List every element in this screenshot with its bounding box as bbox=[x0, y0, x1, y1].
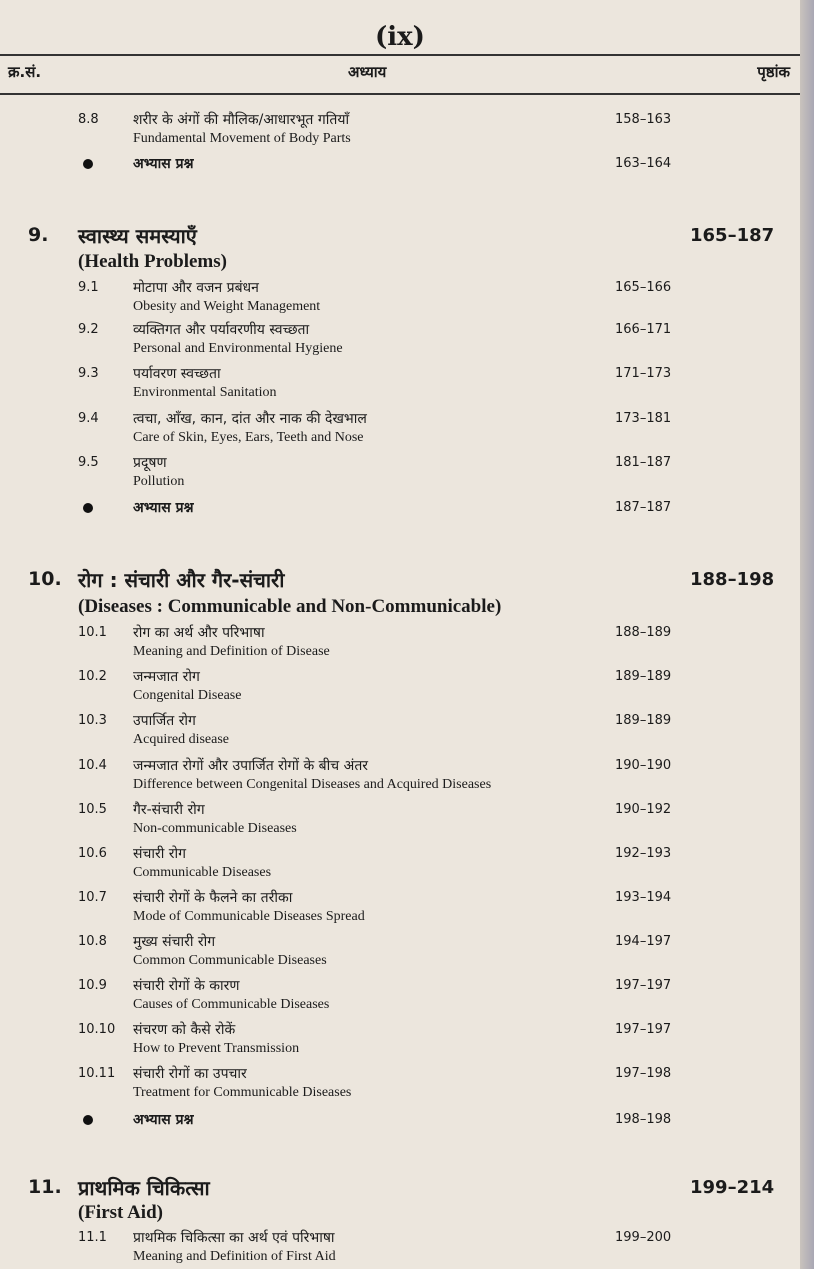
item-title-hindi: प्रदूषण bbox=[133, 455, 167, 471]
item-title-hindi: मुख्य संचारी रोग bbox=[133, 934, 216, 950]
item-number: 8.8 bbox=[78, 112, 99, 127]
item-pages: 163–164 bbox=[615, 156, 672, 171]
item-title-english: Congenital Disease bbox=[133, 688, 242, 703]
item-pages: 158–163 bbox=[615, 112, 672, 127]
chapter-number: 9. bbox=[28, 224, 49, 246]
item-pages: 187–187 bbox=[615, 500, 672, 515]
item-pages: 192–193 bbox=[615, 846, 672, 861]
item-number: 10.1 bbox=[78, 625, 107, 640]
item-number: 10.3 bbox=[78, 713, 107, 728]
item-pages: 181–187 bbox=[615, 455, 672, 470]
item-title-english: Acquired disease bbox=[133, 732, 230, 747]
item-number: 10.4 bbox=[78, 758, 107, 773]
page-number: (ix) bbox=[375, 22, 425, 52]
bullet-icon bbox=[83, 1115, 93, 1125]
item-number: 9.3 bbox=[78, 366, 99, 381]
item-title-english: Obesity and Weight Management bbox=[133, 299, 321, 314]
item-title-english: Fundamental Movement of Body Parts bbox=[133, 131, 351, 146]
item-title-english: Non-communicable Diseases bbox=[133, 821, 297, 836]
item-title-english: Mode of Communicable Diseases Spread bbox=[133, 909, 365, 924]
item-pages: 171–173 bbox=[615, 366, 672, 381]
chapter-number: 11. bbox=[28, 1176, 62, 1198]
item-title-hindi: गैर-संचारी रोग bbox=[133, 802, 205, 818]
item-title-hindi: संचारी रोगों का उपचार bbox=[133, 1066, 247, 1082]
item-pages: 166–171 bbox=[615, 322, 672, 337]
chapter-pages: 165–187 bbox=[690, 225, 775, 246]
item-title-hindi: संचारी रोगों के कारण bbox=[133, 978, 240, 994]
item-title-english: Treatment for Communicable Diseases bbox=[133, 1085, 352, 1100]
item-pages: 189–189 bbox=[615, 669, 672, 684]
item-title-hindi: जन्मजात रोगों और उपार्जित रोगों के बीच अंतर bbox=[133, 758, 369, 774]
item-title-hindi: संचारी रोग bbox=[133, 846, 187, 862]
item-title-hindi: त्वचा, आँख, कान, दांत और नाक की देखभाल bbox=[133, 411, 367, 427]
item-number: 10.2 bbox=[78, 669, 107, 684]
item-pages: 190–190 bbox=[615, 758, 672, 773]
item-title-hindi: जन्मजात रोग bbox=[133, 669, 200, 685]
item-title-english: Care of Skin, Eyes, Ears, Teeth and Nose bbox=[133, 430, 364, 445]
item-number: 9.4 bbox=[78, 411, 99, 426]
item-title-english: Difference between Congenital Diseases and Acquired Diseases bbox=[133, 777, 492, 792]
chapter-pages: 188–198 bbox=[690, 569, 775, 590]
item-title-english: Meaning and Definition of Disease bbox=[133, 644, 330, 659]
item-title-hindi: व्यक्तिगत और पर्यावरणीय स्वच्छता bbox=[133, 322, 310, 338]
item-pages: 189–189 bbox=[615, 713, 672, 728]
item-pages: 188–189 bbox=[615, 625, 672, 640]
item-pages: 198–198 bbox=[615, 1112, 672, 1127]
chapter-title-hindi: रोग : संचारी और गैर-संचारी bbox=[78, 568, 285, 592]
item-title-hindi: संचरण को कैसे रोकें bbox=[133, 1022, 236, 1038]
item-number: 11.1 bbox=[78, 1230, 107, 1245]
item-pages: 193–194 bbox=[615, 890, 672, 905]
item-title-english: How to Prevent Transmission bbox=[133, 1041, 300, 1056]
item-pages: 197–197 bbox=[615, 1022, 672, 1037]
item-number: 10.8 bbox=[78, 934, 107, 949]
item-pages: 165–166 bbox=[615, 280, 672, 295]
item-title-hindi: पर्यावरण स्वच्छता bbox=[133, 366, 221, 382]
header-rule-top bbox=[0, 54, 800, 56]
chapter-title-hindi: प्राथमिक चिकित्सा bbox=[78, 1176, 210, 1200]
chapter-title-hindi: स्वास्थ्य समस्याएँ bbox=[78, 224, 197, 248]
item-title-english: Common Communicable Diseases bbox=[133, 953, 327, 968]
page-edge bbox=[800, 0, 814, 1269]
item-title-english: Pollution bbox=[133, 474, 185, 489]
item-title-hindi: रोग का अर्थ और परिभाषा bbox=[133, 625, 265, 641]
item-title-english: Causes of Communicable Diseases bbox=[133, 997, 330, 1012]
item-title-english: Personal and Environmental Hygiene bbox=[133, 341, 343, 356]
item-number: 9.2 bbox=[78, 322, 99, 337]
item-pages: 194–197 bbox=[615, 934, 672, 949]
item-pages: 197–197 bbox=[615, 978, 672, 993]
item-number: 9.5 bbox=[78, 455, 99, 470]
bullet-icon bbox=[83, 159, 93, 169]
item-number: 10.9 bbox=[78, 978, 107, 993]
item-number: 10.10 bbox=[78, 1022, 116, 1037]
header-rule-bottom bbox=[0, 93, 800, 95]
item-number: 10.11 bbox=[78, 1066, 116, 1081]
chapter-title-english: (Health Problems) bbox=[78, 251, 227, 272]
chapter-title-english: (First Aid) bbox=[78, 1202, 163, 1223]
chapter-pages: 199–214 bbox=[690, 1177, 775, 1198]
item-pages: 190–192 bbox=[615, 802, 672, 817]
chapter-number: 10. bbox=[28, 568, 62, 590]
item-number: 9.1 bbox=[78, 280, 99, 295]
item-title-english: Communicable Diseases bbox=[133, 865, 272, 880]
item-title-english: Environmental Sanitation bbox=[133, 385, 277, 400]
item-pages: 197–198 bbox=[615, 1066, 672, 1081]
item-title-hindi: अभ्यास प्रश्न bbox=[133, 156, 194, 172]
chapter-title-english: (Diseases : Communicable and Non-Communicable) bbox=[78, 596, 502, 617]
item-title-hindi: मोटापा और वजन प्रबंधन bbox=[133, 280, 259, 296]
item-title-hindi: अभ्यास प्रश्न bbox=[133, 500, 194, 516]
header-page: पृष्ठांक bbox=[757, 63, 790, 81]
item-title-hindi: शरीर के अंगों की मौलिक/आधारभूत गतियाँ bbox=[133, 112, 350, 128]
bullet-icon bbox=[83, 503, 93, 513]
item-title-hindi: अभ्यास प्रश्न bbox=[133, 1112, 194, 1128]
item-title-hindi: प्राथमिक चिकित्सा का अर्थ एवं परिभाषा bbox=[133, 1230, 335, 1246]
item-title-hindi: संचारी रोगों के फैलने का तरीका bbox=[133, 890, 293, 906]
item-title-english: Meaning and Definition of First Aid bbox=[133, 1249, 336, 1264]
item-pages: 173–181 bbox=[615, 411, 672, 426]
item-pages: 199–200 bbox=[615, 1230, 672, 1245]
header-chapter: अध्याय bbox=[348, 63, 387, 81]
header-serial: क्र.सं. bbox=[8, 63, 42, 81]
item-number: 10.5 bbox=[78, 802, 107, 817]
item-title-hindi: उपार्जित रोग bbox=[133, 713, 196, 729]
item-number: 10.6 bbox=[78, 846, 107, 861]
item-number: 10.7 bbox=[78, 890, 107, 905]
